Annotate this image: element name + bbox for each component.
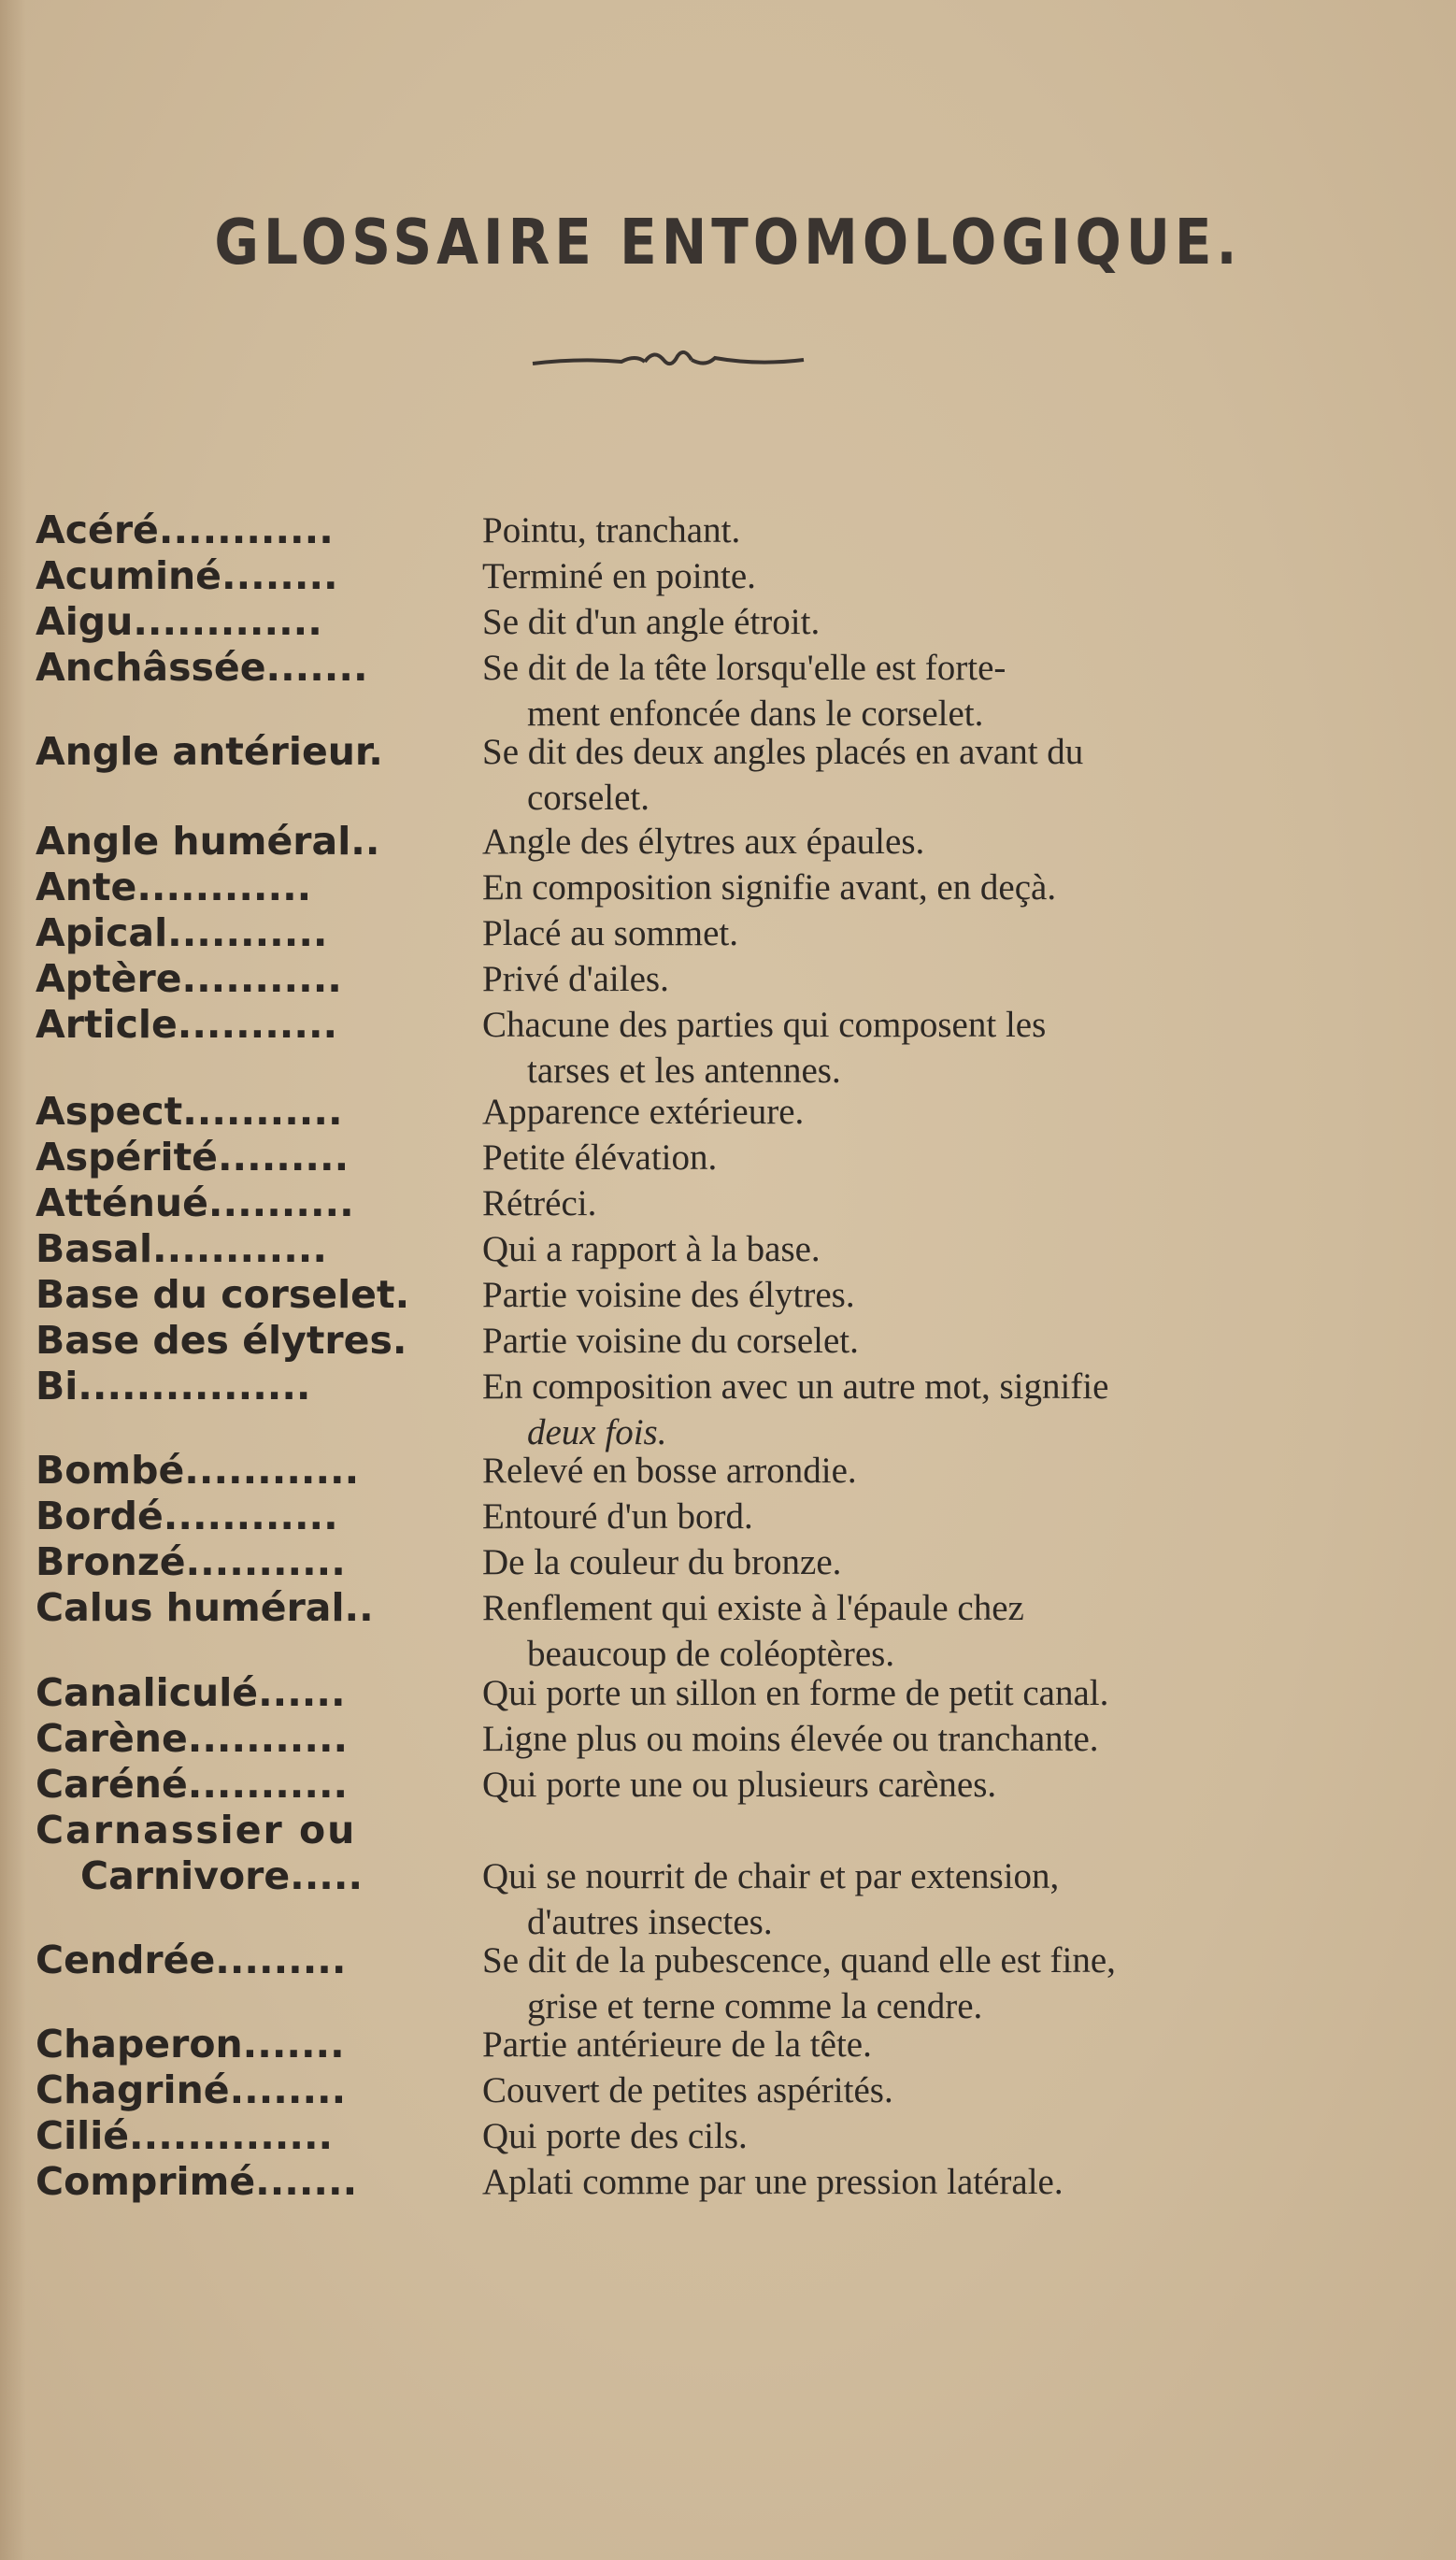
glossary-definition: Ligne plus ou moins élevée ou tranchante.	[482, 1719, 1099, 1759]
glossary-definition: Relevé en bosse arrondie.	[482, 1451, 857, 1491]
glossary-definition: Privé d'ailes.	[482, 959, 669, 999]
glossary-term: Aigu.............	[36, 599, 322, 644]
glossary-definition: Petite élévation.	[482, 1137, 718, 1178]
glossary-definition: Renflement qui existe à l'épaule chez beaucoup de coléoptères.	[482, 1588, 1024, 1674]
glossary-term: Bronzé...........	[36, 1539, 346, 1584]
glossary-definition: Partie voisine des élytres.	[482, 1275, 855, 1315]
glossary-term: Carnivore.....	[80, 1853, 364, 1898]
glossary-term: Bi................	[36, 1364, 311, 1409]
glossary-definition: Placé au sommet.	[482, 913, 739, 953]
glossary-term: Article...........	[36, 1002, 338, 1047]
glossary-definition: Partie antérieure de la tête.	[482, 2024, 872, 2065]
glossary-term: Chaperon.......	[36, 2022, 345, 2067]
glossary-term: Calus huméral..	[36, 1585, 374, 1630]
glossary-term: Chagriné........	[36, 2067, 347, 2112]
glossary-definition: Apparence extérieure.	[482, 1092, 805, 1132]
glossary-term: Canaliculé......	[36, 1670, 346, 1715]
glossary-term: Carène...........	[36, 1716, 349, 1761]
glossary-term: Caréné...........	[36, 1762, 349, 1807]
glossary-term: Acuminé........	[36, 553, 338, 598]
glossary-term: Bordé............	[36, 1494, 338, 1538]
glossary-definition: Se dit de la tête lorsqu'elle est forte- ment enfoncée dans le corselet.	[482, 648, 1006, 734]
glossary-term: Angle huméral..	[36, 819, 380, 864]
glossary-term: Basal............	[36, 1226, 327, 1271]
glossary-definition: Qui se nourrit de chair et par extension, d'autres insectes.	[482, 1856, 1060, 1942]
glossary-term: Base des élytres.	[36, 1318, 407, 1363]
glossary-term: Apical...........	[36, 910, 328, 955]
glossary-term: Anchâssée.......	[36, 645, 368, 690]
glossary-term: Aspect...........	[36, 1089, 343, 1134]
glossary-term: Cendrée.........	[36, 1938, 347, 1982]
glossary-term: Acéré............	[36, 508, 334, 552]
glossary-definition: Couvert de petites aspérités.	[482, 2070, 893, 2110]
glossary-term: Cilié..............	[36, 2113, 334, 2158]
glossary-definition: Se dit d'un angle étroit.	[482, 602, 821, 642]
glossary-definition: Pointu, tranchant.	[482, 510, 741, 551]
glossary-definition: Qui porte des cils.	[482, 2116, 748, 2156]
glossary-definition: Qui porte une ou plusieurs carènes.	[482, 1765, 997, 1805]
glossary-definition: Rétréci.	[482, 1183, 597, 1223]
glossary-term: Carnassier ou	[36, 1808, 357, 1852]
glossary-definition: Terminé en pointe.	[482, 556, 756, 596]
page-title: GLOSSAIRE ENTOMOLOGIQUE.	[214, 205, 1242, 279]
glossary-definition: Chacune des parties qui composent les tarses et les antennes.	[482, 1005, 1047, 1091]
glossary-definition: Se dit des deux angles placés en avant du corselet.	[482, 732, 1084, 818]
glossary-term: Comprimé.......	[36, 2159, 358, 2204]
glossary-definition: De la couleur du bronze.	[482, 1542, 842, 1582]
ornament-divider-icon	[523, 341, 813, 379]
glossary-definition: Entouré d'un bord.	[482, 1496, 753, 1537]
glossary-term: Atténué..........	[36, 1180, 354, 1225]
glossary-definition: Se dit de la pubescence, quand elle est fine, grise et terne comme la cendre.	[482, 1940, 1116, 2026]
glossary-definition: Partie voisine du corselet.	[482, 1321, 859, 1361]
page-edge-shadow	[0, 0, 26, 2560]
glossary-term: Angle antérieur.	[36, 729, 383, 774]
glossary-term: Base du corselet.	[36, 1272, 410, 1317]
glossary-term: Aptère...........	[36, 956, 342, 1001]
glossary-definition: Qui porte un sillon en forme de petit canal.	[482, 1673, 1109, 1713]
glossary-term: Ante............	[36, 865, 312, 909]
glossary-definition: En composition avec un autre mot, signifie deux fois.	[482, 1366, 1109, 1452]
glossary-definition: Aplati comme par une pression latérale.	[482, 2162, 1063, 2202]
glossary-definition: Angle des élytres aux épaules.	[482, 822, 925, 862]
glossary-definition: En composition signifie avant, en deçà.	[482, 867, 1057, 908]
glossary-term: Bombé............	[36, 1448, 360, 1493]
glossary-definition: Qui a rapport à la base.	[482, 1229, 821, 1269]
glossary-term: Aspérité.........	[36, 1135, 350, 1180]
